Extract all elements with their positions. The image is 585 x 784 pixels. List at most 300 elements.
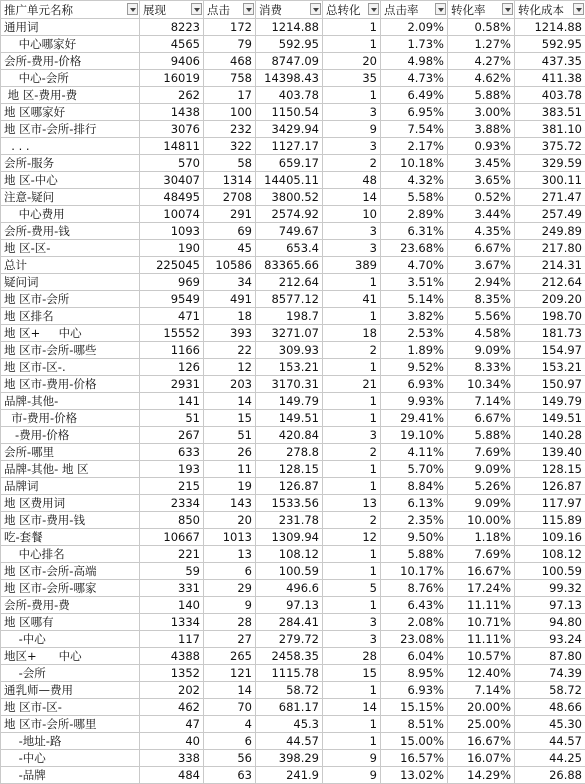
clicks-cell[interactable]: 4 <box>204 716 256 733</box>
table-row[interactable] <box>1 665 585 682</box>
unit-name-cell[interactable]: -中心 <box>1 631 140 648</box>
filter-dropdown-icon[interactable] <box>368 3 379 15</box>
clicks-cell[interactable]: 291 <box>204 206 256 223</box>
table-row[interactable] <box>1 427 585 444</box>
impressions-cell[interactable]: 1166 <box>140 342 204 359</box>
impressions-cell[interactable]: 40 <box>140 733 204 750</box>
cvr-cell[interactable]: 4.27% <box>448 53 515 70</box>
clicks-cell[interactable]: 1013 <box>204 529 256 546</box>
impressions-cell[interactable]: 850 <box>140 512 204 529</box>
impressions-cell[interactable]: 1334 <box>140 614 204 631</box>
unit-name-cell[interactable]: -品牌 <box>1 767 140 784</box>
unit-name-cell[interactable]: 中心哪家好 <box>1 36 140 53</box>
cpa-cell[interactable]: 115.89 <box>515 512 585 529</box>
unit-name-cell[interactable]: 通用词 <box>1 19 140 36</box>
cost-cell[interactable]: 398.29 <box>256 750 323 767</box>
table-row[interactable] <box>1 614 585 631</box>
cost-cell[interactable]: 128.15 <box>256 461 323 478</box>
cvr-cell[interactable]: 9.09% <box>448 495 515 512</box>
cpa-cell[interactable]: 97.13 <box>515 597 585 614</box>
unit-name-cell[interactable]: 会所-哪里 <box>1 444 140 461</box>
ctr-cell[interactable]: 5.88% <box>381 546 448 563</box>
cost-cell[interactable]: 45.3 <box>256 716 323 733</box>
cost-cell[interactable]: 212.64 <box>256 274 323 291</box>
cpa-cell[interactable]: 153.21 <box>515 359 585 376</box>
cost-cell[interactable]: 1309.94 <box>256 529 323 546</box>
ctr-cell[interactable]: 4.32% <box>381 172 448 189</box>
conversions-cell[interactable]: 1 <box>323 733 381 750</box>
unit-name-cell[interactable]: 地 区哪有 <box>1 614 140 631</box>
impressions-cell[interactable]: 59 <box>140 563 204 580</box>
ctr-cell[interactable]: 2.53% <box>381 325 448 342</box>
impressions-cell[interactable]: 202 <box>140 682 204 699</box>
table-row[interactable] <box>1 461 585 478</box>
ctr-cell[interactable]: 6.43% <box>381 597 448 614</box>
impressions-cell[interactable]: 331 <box>140 580 204 597</box>
filter-dropdown-icon[interactable] <box>310 3 321 15</box>
unit-name-cell[interactable]: 地 区市-区- <box>1 699 140 716</box>
unit-name-cell[interactable]: 通乳师—费用 <box>1 682 140 699</box>
cpa-cell[interactable]: 300.11 <box>515 172 585 189</box>
clicks-cell[interactable]: 58 <box>204 155 256 172</box>
ctr-cell[interactable]: 13.02% <box>381 767 448 784</box>
cost-cell[interactable]: 241.9 <box>256 767 323 784</box>
unit-name-cell[interactable]: -中心 <box>1 750 140 767</box>
clicks-cell[interactable]: 6 <box>204 733 256 750</box>
cpa-cell[interactable]: 209.20 <box>515 291 585 308</box>
clicks-cell[interactable]: 15 <box>204 410 256 427</box>
cpa-cell[interactable]: 109.16 <box>515 529 585 546</box>
table-row[interactable] <box>1 563 585 580</box>
unit-name-cell[interactable]: 总计 <box>1 257 140 274</box>
header-cell[interactable] <box>515 1 585 19</box>
filter-dropdown-icon[interactable] <box>127 3 138 15</box>
header-cell[interactable] <box>1 1 140 19</box>
cvr-cell[interactable]: 6.67% <box>448 410 515 427</box>
impressions-cell[interactable]: 633 <box>140 444 204 461</box>
cost-cell[interactable]: 149.79 <box>256 393 323 410</box>
clicks-cell[interactable]: 45 <box>204 240 256 257</box>
conversions-cell[interactable]: 2 <box>323 342 381 359</box>
table-row[interactable] <box>1 410 585 427</box>
ctr-cell[interactable]: 9.50% <box>381 529 448 546</box>
table-row[interactable] <box>1 325 585 342</box>
impressions-cell[interactable]: 190 <box>140 240 204 257</box>
unit-name-cell[interactable]: 地区+ 中心 <box>1 648 140 665</box>
unit-name-cell[interactable]: 吃-套餐 <box>1 529 140 546</box>
unit-name-cell[interactable]: 中心-会所 <box>1 70 140 87</box>
conversions-cell[interactable]: 1 <box>323 461 381 478</box>
conversions-cell[interactable]: 1 <box>323 410 381 427</box>
cvr-cell[interactable]: 11.11% <box>448 631 515 648</box>
impressions-cell[interactable]: 14811 <box>140 138 204 155</box>
clicks-cell[interactable]: 26 <box>204 444 256 461</box>
ctr-cell[interactable]: 4.70% <box>381 257 448 274</box>
unit-name-cell[interactable]: 地 区市-会所-哪里 <box>1 716 140 733</box>
cost-cell[interactable]: 309.93 <box>256 342 323 359</box>
cost-cell[interactable]: 284.41 <box>256 614 323 631</box>
header-cell[interactable] <box>256 1 323 19</box>
unit-name-cell[interactable]: 地 区-中心 <box>1 172 140 189</box>
header-cell[interactable] <box>381 1 448 19</box>
ctr-cell[interactable]: 9.93% <box>381 393 448 410</box>
clicks-cell[interactable]: 172 <box>204 19 256 36</box>
cvr-cell[interactable]: 10.71% <box>448 614 515 631</box>
unit-name-cell[interactable]: 地 区市-费用-钱 <box>1 512 140 529</box>
cvr-cell[interactable]: 16.07% <box>448 750 515 767</box>
table-row[interactable] <box>1 87 585 104</box>
unit-name-cell[interactable]: -地址-路 <box>1 733 140 750</box>
clicks-cell[interactable]: 393 <box>204 325 256 342</box>
conversions-cell[interactable]: 2 <box>323 155 381 172</box>
cost-cell[interactable]: 653.4 <box>256 240 323 257</box>
conversions-cell[interactable]: 3 <box>323 427 381 444</box>
cvr-cell[interactable]: 5.88% <box>448 87 515 104</box>
cvr-cell[interactable]: 4.62% <box>448 70 515 87</box>
cvr-cell[interactable]: 0.52% <box>448 189 515 206</box>
impressions-cell[interactable]: 462 <box>140 699 204 716</box>
conversions-cell[interactable]: 1 <box>323 716 381 733</box>
cost-cell[interactable]: 681.17 <box>256 699 323 716</box>
ctr-cell[interactable]: 10.18% <box>381 155 448 172</box>
cost-cell[interactable]: 14398.43 <box>256 70 323 87</box>
impressions-cell[interactable]: 126 <box>140 359 204 376</box>
cpa-cell[interactable]: 411.38 <box>515 70 585 87</box>
conversions-cell[interactable]: 1 <box>323 274 381 291</box>
clicks-cell[interactable]: 203 <box>204 376 256 393</box>
table-row[interactable] <box>1 155 585 172</box>
header-cell[interactable] <box>323 1 381 19</box>
unit-name-cell[interactable]: 会所-费用-费 <box>1 597 140 614</box>
unit-name-cell[interactable]: 中心排名 <box>1 546 140 563</box>
impressions-cell[interactable]: 8223 <box>140 19 204 36</box>
impressions-cell[interactable]: 1352 <box>140 665 204 682</box>
cvr-cell[interactable]: 8.35% <box>448 291 515 308</box>
clicks-cell[interactable]: 232 <box>204 121 256 138</box>
cost-cell[interactable]: 496.6 <box>256 580 323 597</box>
header-cell[interactable] <box>204 1 256 19</box>
table-row[interactable] <box>1 121 585 138</box>
clicks-cell[interactable]: 18 <box>204 308 256 325</box>
conversions-cell[interactable]: 21 <box>323 376 381 393</box>
cost-cell[interactable]: 3800.52 <box>256 189 323 206</box>
conversions-cell[interactable]: 14 <box>323 699 381 716</box>
unit-name-cell[interactable]: 品牌-其他- 地 区 <box>1 461 140 478</box>
cpa-cell[interactable]: 44.25 <box>515 750 585 767</box>
cvr-cell[interactable]: 5.88% <box>448 427 515 444</box>
conversions-cell[interactable]: 1 <box>323 478 381 495</box>
cpa-cell[interactable]: 128.15 <box>515 461 585 478</box>
impressions-cell[interactable]: 9406 <box>140 53 204 70</box>
impressions-cell[interactable]: 15552 <box>140 325 204 342</box>
conversions-cell[interactable]: 15 <box>323 665 381 682</box>
table-row[interactable] <box>1 648 585 665</box>
conversions-cell[interactable]: 1 <box>323 36 381 53</box>
unit-name-cell[interactable]: 地 区市-会所-哪些 <box>1 342 140 359</box>
conversions-cell[interactable]: 35 <box>323 70 381 87</box>
conversions-cell[interactable]: 1 <box>323 393 381 410</box>
impressions-cell[interactable]: 969 <box>140 274 204 291</box>
cvr-cell[interactable]: 6.67% <box>448 240 515 257</box>
conversions-cell[interactable]: 1 <box>323 308 381 325</box>
table-row[interactable] <box>1 631 585 648</box>
conversions-cell[interactable]: 41 <box>323 291 381 308</box>
cpa-cell[interactable]: 403.78 <box>515 87 585 104</box>
table-row[interactable] <box>1 478 585 495</box>
cost-cell[interactable]: 14405.11 <box>256 172 323 189</box>
cost-cell[interactable]: 3429.94 <box>256 121 323 138</box>
cvr-cell[interactable]: 20.00% <box>448 699 515 716</box>
cvr-cell[interactable]: 3.45% <box>448 155 515 172</box>
cost-cell[interactable]: 403.78 <box>256 87 323 104</box>
ctr-cell[interactable]: 4.73% <box>381 70 448 87</box>
cpa-cell[interactable]: 87.80 <box>515 648 585 665</box>
cvr-cell[interactable]: 11.11% <box>448 597 515 614</box>
table-row[interactable] <box>1 750 585 767</box>
unit-name-cell[interactable]: 地 区市-会所-哪家 <box>1 580 140 597</box>
table-row[interactable] <box>1 597 585 614</box>
conversions-cell[interactable]: 1 <box>323 682 381 699</box>
cvr-cell[interactable]: 10.00% <box>448 512 515 529</box>
conversions-cell[interactable]: 13 <box>323 495 381 512</box>
ctr-cell[interactable]: 23.08% <box>381 631 448 648</box>
cpa-cell[interactable]: 108.12 <box>515 546 585 563</box>
table-row[interactable] <box>1 495 585 512</box>
impressions-cell[interactable]: 10074 <box>140 206 204 223</box>
cost-cell[interactable]: 279.72 <box>256 631 323 648</box>
ctr-cell[interactable]: 8.76% <box>381 580 448 597</box>
impressions-cell[interactable]: 141 <box>140 393 204 410</box>
cpa-cell[interactable]: 94.80 <box>515 614 585 631</box>
impressions-cell[interactable]: 570 <box>140 155 204 172</box>
ctr-cell[interactable]: 6.93% <box>381 376 448 393</box>
clicks-cell[interactable]: 6 <box>204 563 256 580</box>
table-row[interactable] <box>1 529 585 546</box>
impressions-cell[interactable]: 9549 <box>140 291 204 308</box>
conversions-cell[interactable]: 1 <box>323 359 381 376</box>
clicks-cell[interactable]: 17 <box>204 87 256 104</box>
ctr-cell[interactable]: 8.95% <box>381 665 448 682</box>
table-row[interactable] <box>1 70 585 87</box>
cpa-cell[interactable]: 117.97 <box>515 495 585 512</box>
impressions-cell[interactable]: 215 <box>140 478 204 495</box>
conversions-cell[interactable]: 2 <box>323 512 381 529</box>
cvr-cell[interactable]: 9.09% <box>448 342 515 359</box>
clicks-cell[interactable]: 29 <box>204 580 256 597</box>
cost-cell[interactable]: 278.8 <box>256 444 323 461</box>
cpa-cell[interactable]: 198.70 <box>515 308 585 325</box>
unit-name-cell[interactable]: 会所-费用-钱 <box>1 223 140 240</box>
ctr-cell[interactable]: 6.04% <box>381 648 448 665</box>
cvr-cell[interactable]: 16.67% <box>448 733 515 750</box>
cpa-cell[interactable]: 26.88 <box>515 767 585 784</box>
clicks-cell[interactable]: 51 <box>204 427 256 444</box>
cost-cell[interactable]: 1127.17 <box>256 138 323 155</box>
table-row[interactable] <box>1 393 585 410</box>
header-cell[interactable] <box>448 1 515 19</box>
unit-name-cell[interactable]: 地 区-区- <box>1 240 140 257</box>
clicks-cell[interactable]: 468 <box>204 53 256 70</box>
cvr-cell[interactable]: 3.67% <box>448 257 515 274</box>
clicks-cell[interactable]: 143 <box>204 495 256 512</box>
unit-name-cell[interactable]: 品牌词 <box>1 478 140 495</box>
cost-cell[interactable]: 231.78 <box>256 512 323 529</box>
ctr-cell[interactable]: 6.93% <box>381 682 448 699</box>
ctr-cell[interactable]: 4.98% <box>381 53 448 70</box>
cpa-cell[interactable]: 149.79 <box>515 393 585 410</box>
cvr-cell[interactable]: 17.24% <box>448 580 515 597</box>
impressions-cell[interactable]: 16019 <box>140 70 204 87</box>
conversions-cell[interactable]: 3 <box>323 138 381 155</box>
clicks-cell[interactable]: 1314 <box>204 172 256 189</box>
ctr-cell[interactable]: 2.35% <box>381 512 448 529</box>
cost-cell[interactable]: 149.51 <box>256 410 323 427</box>
cvr-cell[interactable]: 2.94% <box>448 274 515 291</box>
cpa-cell[interactable]: 126.87 <box>515 478 585 495</box>
cost-cell[interactable]: 592.95 <box>256 36 323 53</box>
cvr-cell[interactable]: 10.57% <box>448 648 515 665</box>
cvr-cell[interactable]: 7.14% <box>448 393 515 410</box>
impressions-cell[interactable]: 4388 <box>140 648 204 665</box>
cost-cell[interactable]: 1150.54 <box>256 104 323 121</box>
cpa-cell[interactable]: 214.31 <box>515 257 585 274</box>
impressions-cell[interactable]: 3076 <box>140 121 204 138</box>
table-row[interactable] <box>1 767 585 784</box>
table-row[interactable] <box>1 444 585 461</box>
unit-name-cell[interactable]: 地 区哪家好 <box>1 104 140 121</box>
conversions-cell[interactable]: 3 <box>323 223 381 240</box>
cost-cell[interactable]: 2574.92 <box>256 206 323 223</box>
conversions-cell[interactable]: 1 <box>323 87 381 104</box>
cost-cell[interactable]: 58.72 <box>256 682 323 699</box>
conversions-cell[interactable]: 3 <box>323 240 381 257</box>
ctr-cell[interactable]: 2.89% <box>381 206 448 223</box>
conversions-cell[interactable]: 1 <box>323 546 381 563</box>
cvr-cell[interactable]: 3.44% <box>448 206 515 223</box>
cvr-cell[interactable]: 4.58% <box>448 325 515 342</box>
cpa-cell[interactable]: 1214.88 <box>515 19 585 36</box>
table-row[interactable] <box>1 580 585 597</box>
unit-name-cell[interactable]: 会所-费用-价格 <box>1 53 140 70</box>
unit-name-cell[interactable]: -会所 <box>1 665 140 682</box>
cpa-cell[interactable]: 437.35 <box>515 53 585 70</box>
table-row[interactable] <box>1 223 585 240</box>
impressions-cell[interactable]: 1438 <box>140 104 204 121</box>
conversions-cell[interactable]: 3 <box>323 104 381 121</box>
impressions-cell[interactable]: 140 <box>140 597 204 614</box>
cpa-cell[interactable]: 93.24 <box>515 631 585 648</box>
cvr-cell[interactable]: 9.09% <box>448 461 515 478</box>
table-row[interactable] <box>1 716 585 733</box>
cost-cell[interactable]: 126.87 <box>256 478 323 495</box>
clicks-cell[interactable]: 265 <box>204 648 256 665</box>
clicks-cell[interactable]: 69 <box>204 223 256 240</box>
ctr-cell[interactable]: 23.68% <box>381 240 448 257</box>
cpa-cell[interactable]: 48.66 <box>515 699 585 716</box>
unit-name-cell[interactable]: 市-费用-价格 <box>1 410 140 427</box>
impressions-cell[interactable]: 47 <box>140 716 204 733</box>
cpa-cell[interactable]: 381.10 <box>515 121 585 138</box>
header-cell[interactable] <box>140 1 204 19</box>
table-row[interactable] <box>1 342 585 359</box>
ctr-cell[interactable]: 16.57% <box>381 750 448 767</box>
cvr-cell[interactable]: 0.93% <box>448 138 515 155</box>
table-row[interactable] <box>1 104 585 121</box>
ctr-cell[interactable]: 4.11% <box>381 444 448 461</box>
cost-cell[interactable]: 659.17 <box>256 155 323 172</box>
filter-dropdown-icon[interactable] <box>573 3 584 15</box>
cpa-cell[interactable]: 383.51 <box>515 104 585 121</box>
impressions-cell[interactable]: 10667 <box>140 529 204 546</box>
impressions-cell[interactable]: 2334 <box>140 495 204 512</box>
clicks-cell[interactable]: 491 <box>204 291 256 308</box>
cvr-cell[interactable]: 3.88% <box>448 121 515 138</box>
impressions-cell[interactable]: 221 <box>140 546 204 563</box>
ctr-cell[interactable]: 3.51% <box>381 274 448 291</box>
unit-name-cell[interactable]: 地 区市-会所-排行 <box>1 121 140 138</box>
cost-cell[interactable]: 44.57 <box>256 733 323 750</box>
cost-cell[interactable]: 198.7 <box>256 308 323 325</box>
cvr-cell[interactable]: 8.33% <box>448 359 515 376</box>
ctr-cell[interactable]: 1.73% <box>381 36 448 53</box>
cpa-cell[interactable]: 217.80 <box>515 240 585 257</box>
ctr-cell[interactable]: 9.52% <box>381 359 448 376</box>
cpa-cell[interactable]: 99.32 <box>515 580 585 597</box>
cpa-cell[interactable]: 100.59 <box>515 563 585 580</box>
cost-cell[interactable]: 153.21 <box>256 359 323 376</box>
clicks-cell[interactable]: 79 <box>204 36 256 53</box>
cost-cell[interactable]: 8577.12 <box>256 291 323 308</box>
unit-name-cell[interactable]: 地 区市-区-. <box>1 359 140 376</box>
ctr-cell[interactable]: 5.70% <box>381 461 448 478</box>
impressions-cell[interactable]: 2931 <box>140 376 204 393</box>
clicks-cell[interactable]: 758 <box>204 70 256 87</box>
ctr-cell[interactable]: 3.82% <box>381 308 448 325</box>
cpa-cell[interactable]: 212.64 <box>515 274 585 291</box>
impressions-cell[interactable]: 471 <box>140 308 204 325</box>
cost-cell[interactable]: 100.59 <box>256 563 323 580</box>
clicks-cell[interactable]: 2708 <box>204 189 256 206</box>
impressions-cell[interactable]: 1093 <box>140 223 204 240</box>
cvr-cell[interactable]: 16.67% <box>448 563 515 580</box>
table-row[interactable] <box>1 699 585 716</box>
table-row[interactable] <box>1 138 585 155</box>
cost-cell[interactable]: 97.13 <box>256 597 323 614</box>
table-row[interactable] <box>1 546 585 563</box>
table-row[interactable] <box>1 291 585 308</box>
table-row[interactable] <box>1 19 585 36</box>
cost-cell[interactable]: 420.84 <box>256 427 323 444</box>
conversions-cell[interactable]: 389 <box>323 257 381 274</box>
ctr-cell[interactable]: 8.84% <box>381 478 448 495</box>
ctr-cell[interactable]: 19.10% <box>381 427 448 444</box>
clicks-cell[interactable]: 322 <box>204 138 256 155</box>
unit-name-cell[interactable]: 会所-服务 <box>1 155 140 172</box>
ctr-cell[interactable]: 6.13% <box>381 495 448 512</box>
conversions-cell[interactable]: 1 <box>323 597 381 614</box>
cost-cell[interactable]: 3170.31 <box>256 376 323 393</box>
clicks-cell[interactable]: 56 <box>204 750 256 767</box>
clicks-cell[interactable]: 9 <box>204 597 256 614</box>
cvr-cell[interactable]: 1.27% <box>448 36 515 53</box>
conversions-cell[interactable]: 5 <box>323 580 381 597</box>
conversions-cell[interactable]: 3 <box>323 614 381 631</box>
conversions-cell[interactable]: 18 <box>323 325 381 342</box>
unit-name-cell[interactable]: 地 区-费用-费 <box>1 87 140 104</box>
clicks-cell[interactable]: 121 <box>204 665 256 682</box>
cpa-cell[interactable]: 139.40 <box>515 444 585 461</box>
clicks-cell[interactable]: 19 <box>204 478 256 495</box>
